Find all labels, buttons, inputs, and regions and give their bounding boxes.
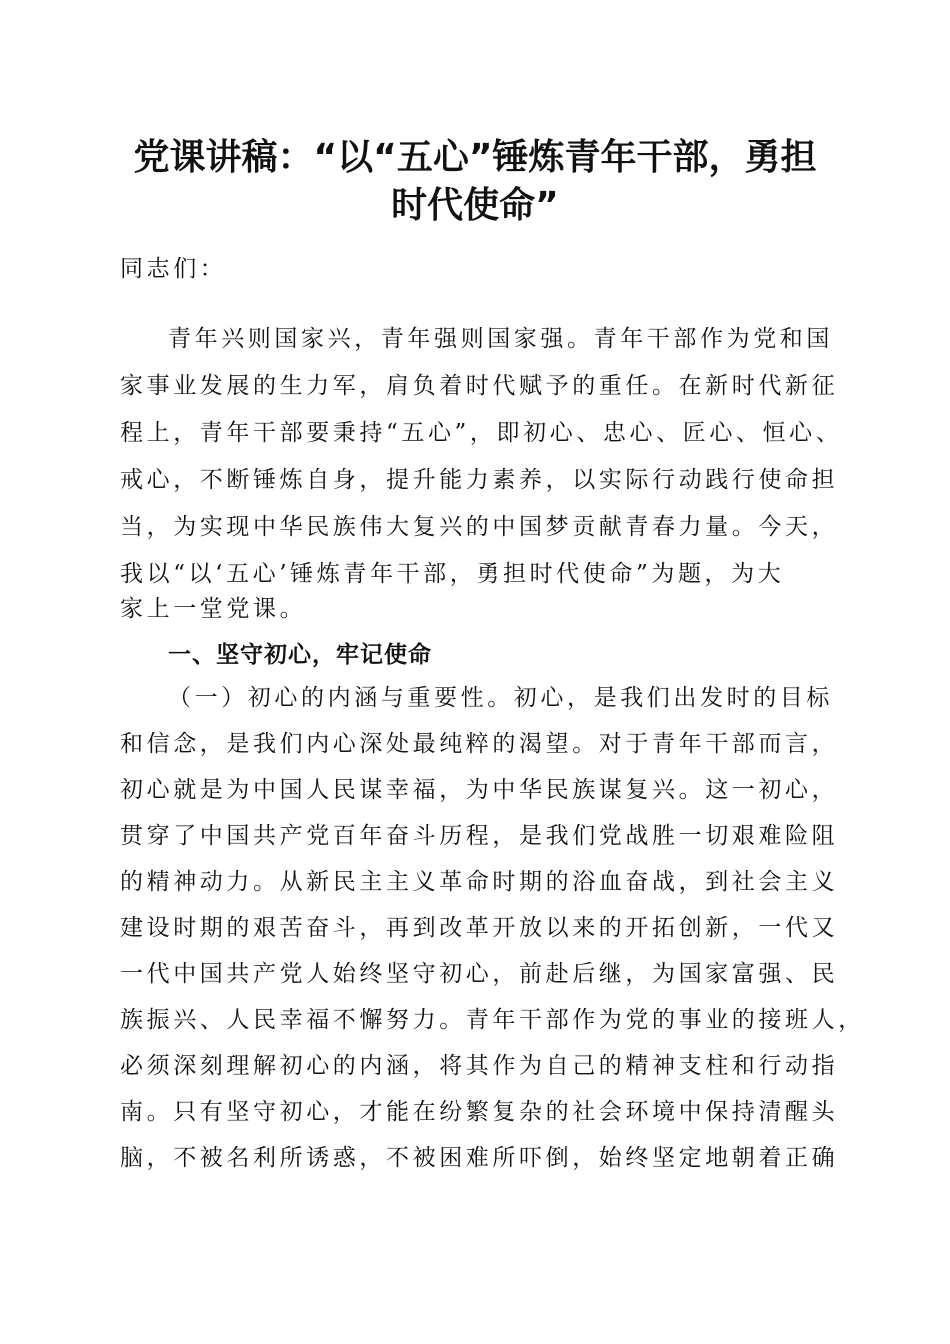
paragraph-line: （一）初心的内涵与重要性。初心，是我们出发时的目标 bbox=[168, 685, 833, 711]
paragraph-line: 一代中国共产党人始终坚守初心，前赴后继，为国家富强、民 bbox=[120, 961, 839, 987]
paragraph-line: 建设时期的艰苦奋斗，再到改革开放以来的开拓创新，一代又 bbox=[120, 915, 839, 941]
paragraph-line: 族振兴、人民幸福不懈努力。青年干部作为党的事业的接班人， bbox=[120, 1007, 865, 1033]
paragraph-line: 贯穿了中国共产党百年奋斗历程，是我们党战胜一切艰难险阻 bbox=[120, 823, 839, 849]
paragraph-line: 和信念，是我们内心深处最纯粹的渴望。对于青年干部而言， bbox=[120, 731, 839, 757]
salutation: 同志们： bbox=[120, 256, 227, 282]
paragraph-line: 我以“以‘五心’锤炼青年干部，勇担时代使命”为题，为大 bbox=[120, 561, 785, 587]
paragraph-line: 初心就是为中国人民谋幸福，为中华民族谋复兴。这一初心， bbox=[120, 777, 839, 803]
paragraph-line: 程上，青年干部要秉持“五心”，即初心、忠心、匠心、恒心、 bbox=[120, 420, 843, 446]
paragraph-line: 戒心，不断锤炼自身，提升能力素养，以实际行动践行使命担 bbox=[120, 467, 839, 493]
document-title-line-1: 党课讲稿：“以“五心”锤炼青年干部，勇担 bbox=[133, 137, 817, 178]
document-title-line-2: 时代使命” bbox=[391, 185, 559, 226]
section-heading: 一、坚守初心，牢记使命 bbox=[168, 642, 432, 668]
paragraph-line: 的精神动力。从新民主主义革命时期的浴血奋战，到社会主义 bbox=[120, 869, 839, 895]
paragraph-line: 当，为实现中华民族伟大复兴的中国梦贡献青春力量。今天， bbox=[120, 514, 839, 540]
paragraph-line: 家事业发展的生力军，肩负着时代赋予的重任。在新时代新征 bbox=[120, 373, 839, 399]
paragraph-line: 家上一堂党课。 bbox=[120, 596, 307, 622]
paragraph-line: 南。只有坚守初心，才能在纷繁复杂的社会环境中保持清醒头 bbox=[120, 1099, 839, 1125]
paragraph-line: 脑，不被名利所诱惑，不被困难所吓倒，始终坚定地朝着正确 bbox=[120, 1145, 839, 1171]
paragraph-line: 青年兴则国家兴，青年强则国家强。青年干部作为党和国 bbox=[168, 326, 833, 352]
paragraph-line: 必须深刻理解初心的内涵，将其作为自己的精神支柱和行动指 bbox=[120, 1053, 839, 1079]
